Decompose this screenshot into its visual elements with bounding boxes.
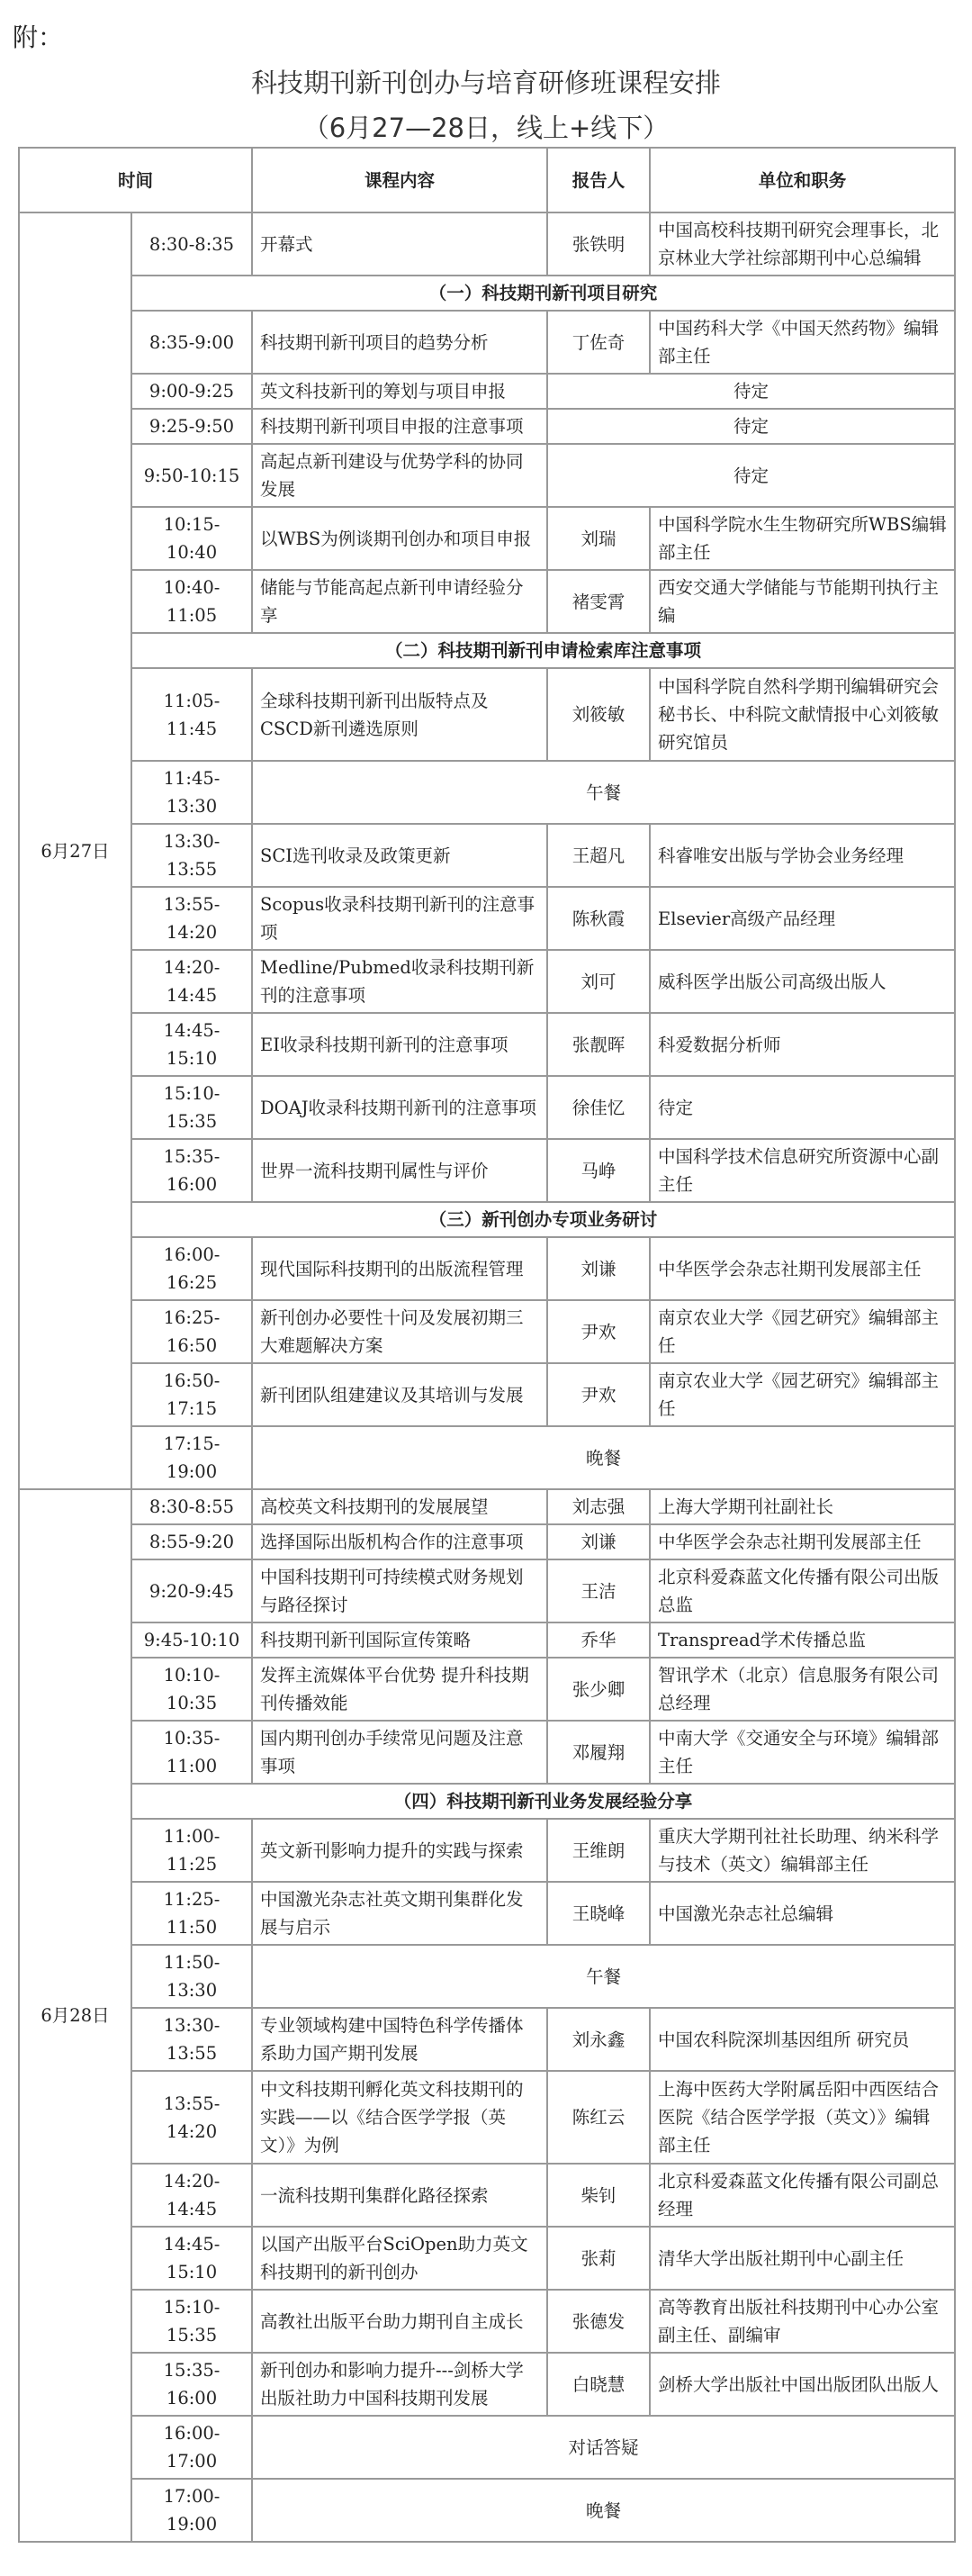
speaker-cell: 张少卿 <box>547 1658 650 1721</box>
time-cell: 16:00-16:25 <box>131 1237 252 1300</box>
session-row <box>19 1237 955 1300</box>
time-cell: 11:45-13:30 <box>131 761 252 824</box>
speaker-cell: 乔华 <box>547 1622 650 1658</box>
speaker-cell: 尹欢 <box>547 1300 650 1363</box>
session-row <box>19 444 955 507</box>
content-cell: 选择国际出版机构合作的注意事项 <box>252 1524 547 1559</box>
content-cell: SCI选刊收录及政策更新 <box>252 824 547 887</box>
speaker-cell: 王超凡 <box>547 824 650 887</box>
session-row <box>19 2290 955 2353</box>
time-cell: 11:00-11:25 <box>131 1819 252 1882</box>
session-row <box>19 2164 955 2227</box>
time-cell: 9:50-10:15 <box>131 444 252 507</box>
break-label: 晚餐 <box>252 1426 955 1489</box>
speaker-cell: 张莉 <box>547 2227 650 2290</box>
speaker-cell: 张铁明 <box>547 212 650 276</box>
org-cell: 科睿唯安出版与学协会业务经理 <box>650 824 955 887</box>
prefix-label: 附： <box>13 23 64 52</box>
time-cell: 10:40-11:05 <box>131 570 252 633</box>
content-cell: 高校英文科技期刊的发展展望 <box>252 1489 547 1524</box>
speaker-cell: 王晓峰 <box>547 1882 650 1945</box>
time-cell: 11:50-13:30 <box>131 1945 252 2008</box>
content-cell: 科技期刊新刊国际宣传策略 <box>252 1622 547 1658</box>
org-cell: 中国激光杂志社总编辑 <box>650 1882 955 1945</box>
org-cell: 中国药科大学《中国天然药物》编辑部主任 <box>650 311 955 374</box>
time-cell: 15:10-15:35 <box>131 2290 252 2353</box>
org-cell: 上海大学期刊社副社长 <box>650 1489 955 1524</box>
header-org: 单位和职务 <box>650 148 955 212</box>
org-cell: 中华医学会杂志社期刊发展部主任 <box>650 1237 955 1300</box>
content-cell: 世界一流科技期刊属性与评价 <box>252 1139 547 1202</box>
time-cell: 17:15-19:00 <box>131 1426 252 1489</box>
session-row <box>19 2071 955 2164</box>
time-cell: 9:20-9:45 <box>131 1559 252 1622</box>
section-row <box>19 633 955 668</box>
content-cell: 新刊创办必要性十问及发展初期三大难题解决方案 <box>252 1300 547 1363</box>
session-row <box>19 1363 955 1426</box>
tbd-label: 待定 <box>547 374 955 409</box>
speaker-cell: 刘谦 <box>547 1524 650 1559</box>
header-content: 课程内容 <box>252 148 547 212</box>
session-row <box>19 570 955 633</box>
speaker-cell: 刘可 <box>547 950 650 1013</box>
content-cell: Scopus收录科技期刊新刊的注意事项 <box>252 887 547 950</box>
time-cell: 13:30-13:55 <box>131 824 252 887</box>
tbd-label: 待定 <box>547 444 955 507</box>
session-row <box>19 824 955 887</box>
content-cell: 以国产出版平台SciOpen助力英文科技期刊的新刊创办 <box>252 2227 547 2290</box>
schedule-table <box>18 147 956 2543</box>
speaker-cell: 王维朗 <box>547 1819 650 1882</box>
section-row <box>19 276 955 311</box>
org-cell: 中国农科院深圳基因组所 研究员 <box>650 2008 955 2071</box>
speaker-cell: 张靓晖 <box>547 1013 650 1076</box>
speaker-cell: 刘永鑫 <box>547 2008 650 2071</box>
session-row <box>19 507 955 570</box>
content-cell: 专业领域构建中国特色科学传播体系助力国产期刊发展 <box>252 2008 547 2071</box>
break-row <box>19 761 955 824</box>
content-cell: DOAJ收录科技期刊新刊的注意事项 <box>252 1076 547 1139</box>
content-cell: 国内期刊创办手续常见问题及注意事项 <box>252 1721 547 1784</box>
speaker-cell: 刘筱敏 <box>547 668 650 761</box>
session-row <box>19 887 955 950</box>
session-row <box>19 1524 955 1559</box>
time-cell: 15:35-16:00 <box>131 1139 252 1202</box>
org-cell: 中国科学技术信息研究所资源中心副主任 <box>650 1139 955 1202</box>
content-cell: 一流科技期刊集群化路径探索 <box>252 2164 547 2227</box>
speaker-cell: 白晓慧 <box>547 2353 650 2416</box>
break-label: 午餐 <box>252 1945 955 2008</box>
schedule-body <box>19 212 955 2542</box>
session-row <box>19 1139 955 1202</box>
tbd-label: 待定 <box>547 409 955 444</box>
page-subtitle: （6月27—28日，线上+线下） <box>302 113 670 143</box>
time-cell: 11:25-11:50 <box>131 1882 252 1945</box>
session-row <box>19 374 955 409</box>
session-row <box>19 1622 955 1658</box>
time-cell: 14:45-15:10 <box>131 2227 252 2290</box>
org-cell: 中南大学《交通安全与环境》编辑部主任 <box>650 1721 955 1784</box>
speaker-cell: 陈秋霞 <box>547 887 650 950</box>
time-cell: 9:45-10:10 <box>131 1622 252 1658</box>
org-cell: 北京科爱森蓝文化传播有限公司出版总监 <box>650 1559 955 1622</box>
time-cell: 11:05-11:45 <box>131 668 252 761</box>
header-row <box>19 148 955 212</box>
section-title: （三）新刊创办专项业务研讨 <box>131 1202 955 1237</box>
speaker-cell: 马峥 <box>547 1139 650 1202</box>
org-cell: 南京农业大学《园艺研究》编辑部主任 <box>650 1363 955 1426</box>
page-title: 科技期刊新刊创办与培育研修班课程安排 <box>250 68 721 98</box>
break-label: 午餐 <box>252 761 955 824</box>
time-cell: 16:50-17:15 <box>131 1363 252 1426</box>
break-label: 晚餐 <box>252 2479 955 2542</box>
date-cell: 6月28日 <box>19 1489 131 2542</box>
org-cell: 中华医学会杂志社期刊发展部主任 <box>650 1524 955 1559</box>
content-cell: 中文科技期刊孵化英文科技期刊的实践——以《结合医学学报（英文）》为例 <box>252 2071 547 2164</box>
content-cell: 现代国际科技期刊的出版流程管理 <box>252 1237 547 1300</box>
org-cell: 西安交通大学储能与节能期刊执行主编 <box>650 570 955 633</box>
time-cell: 8:30-8:55 <box>131 1489 252 1524</box>
session-row <box>19 2227 955 2290</box>
time-cell: 13:55-14:20 <box>131 887 252 950</box>
org-cell: 威科医学出版公司高级出版人 <box>650 950 955 1013</box>
session-row <box>19 1300 955 1363</box>
speaker-cell: 刘瑞 <box>547 507 650 570</box>
time-cell: 10:10-10:35 <box>131 1658 252 1721</box>
org-cell: Elsevier高级产品经理 <box>650 887 955 950</box>
session-row <box>19 1489 955 1524</box>
section-title: （四）科技期刊新刊业务发展经验分享 <box>131 1784 955 1819</box>
content-cell: 发挥主流媒体平台优势 提升科技期刊传播效能 <box>252 1658 547 1721</box>
session-row <box>19 2008 955 2071</box>
org-cell: 中国高校科技期刊研究会理事长，北京林业大学社综部期刊中心总编辑 <box>650 212 955 276</box>
content-cell: 科技期刊新刊项目的趋势分析 <box>252 311 547 374</box>
session-row <box>19 668 955 761</box>
speaker-cell: 刘谦 <box>547 1237 650 1300</box>
time-cell: 14:20-14:45 <box>131 950 252 1013</box>
time-cell: 9:25-9:50 <box>131 409 252 444</box>
speaker-cell: 刘志强 <box>547 1489 650 1524</box>
session-row <box>19 311 955 374</box>
org-cell: 剑桥大学出版社中国出版团队出版人 <box>650 2353 955 2416</box>
content-cell: 高教社出版平台助力期刊自主成长 <box>252 2290 547 2353</box>
content-cell: 全球科技期刊新刊出版特点及CSCD新刊遴选原则 <box>252 668 547 761</box>
org-cell: 高等教育出版社科技期刊中心办公室副主任、副编审 <box>650 2290 955 2353</box>
content-cell: 新刊团队组建建议及其培训与发展 <box>252 1363 547 1426</box>
speaker-cell: 张德发 <box>547 2290 650 2353</box>
section-title: （一）科技期刊新刊项目研究 <box>131 276 955 311</box>
header-speaker: 报告人 <box>547 148 650 212</box>
time-cell: 9:00-9:25 <box>131 374 252 409</box>
content-cell: 新刊创办和影响力提升---剑桥大学出版社助力中国科技期刊发展 <box>252 2353 547 2416</box>
session-row <box>19 1076 955 1139</box>
content-cell: 中国科技期刊可持续模式财务规划与路径探讨 <box>252 1559 547 1622</box>
org-cell: 中国科学院自然科学期刊编辑研究会秘书长、中科院文献情报中心刘筱敏研究馆员 <box>650 668 955 761</box>
break-row <box>19 2479 955 2542</box>
speaker-cell: 邓履翔 <box>547 1721 650 1784</box>
break-row <box>19 2416 955 2479</box>
time-cell: 17:00-19:00 <box>131 2479 252 2542</box>
org-cell: 中国科学院水生生物研究所WBS编辑部主任 <box>650 507 955 570</box>
session-row <box>19 1559 955 1622</box>
time-cell: 15:10-15:35 <box>131 1076 252 1139</box>
break-row <box>19 1426 955 1489</box>
org-cell: 北京科爱森蓝文化传播有限公司副总经理 <box>650 2164 955 2227</box>
speaker-cell: 徐佳忆 <box>547 1076 650 1139</box>
session-row <box>19 212 955 276</box>
org-cell: 重庆大学期刊社社长助理、纳米科学与技术（英文）编辑部主任 <box>650 1819 955 1882</box>
time-cell: 16:00-17:00 <box>131 2416 252 2479</box>
section-title: （二）科技期刊新刊申请检索库注意事项 <box>131 633 955 668</box>
speaker-cell: 尹欢 <box>547 1363 650 1426</box>
break-label: 对话答疑 <box>252 2416 955 2479</box>
session-row <box>19 950 955 1013</box>
session-row <box>19 1819 955 1882</box>
time-cell: 13:55-14:20 <box>131 2071 252 2164</box>
speaker-cell: 陈红云 <box>547 2071 650 2164</box>
content-cell: 英文科技新刊的筹划与项目申报 <box>252 374 547 409</box>
session-row <box>19 1721 955 1784</box>
org-cell: 待定 <box>650 1076 955 1139</box>
section-row <box>19 1784 955 1819</box>
org-cell: 科爱数据分析师 <box>650 1013 955 1076</box>
content-cell: 开幕式 <box>252 212 547 276</box>
org-cell: 清华大学出版社期刊中心副主任 <box>650 2227 955 2290</box>
time-cell: 14:45-15:10 <box>131 1013 252 1076</box>
content-cell: 科技期刊新刊项目申报的注意事项 <box>252 409 547 444</box>
org-cell: 上海中医药大学附属岳阳中西医结合医院《结合医学学报（英文）》编辑部主任 <box>650 2071 955 2164</box>
session-row <box>19 1658 955 1721</box>
speaker-cell: 褚雯霄 <box>547 570 650 633</box>
time-cell: 8:55-9:20 <box>131 1524 252 1559</box>
time-cell: 10:15-10:40 <box>131 507 252 570</box>
time-cell: 8:35-9:00 <box>131 311 252 374</box>
break-row <box>19 1945 955 2008</box>
content-cell: 中国激光杂志社英文期刊集群化发展与启示 <box>252 1882 547 1945</box>
speaker-cell: 王洁 <box>547 1559 650 1622</box>
session-row <box>19 2353 955 2416</box>
time-cell: 16:25-16:50 <box>131 1300 252 1363</box>
time-cell: 10:35-11:00 <box>131 1721 252 1784</box>
time-cell: 8:30-8:35 <box>131 212 252 276</box>
header-time: 时间 <box>19 148 252 212</box>
org-cell: Transpread学术传播总监 <box>650 1622 955 1658</box>
content-cell: 以WBS为例谈期刊创办和项目申报 <box>252 507 547 570</box>
content-cell: 高起点新刊建设与优势学科的协同发展 <box>252 444 547 507</box>
content-cell: 储能与节能高起点新刊申请经验分享 <box>252 570 547 633</box>
content-cell: Medline/Pubmed收录科技期刊新刊的注意事项 <box>252 950 547 1013</box>
org-cell: 南京农业大学《园艺研究》编辑部主任 <box>650 1300 955 1363</box>
time-cell: 15:35-16:00 <box>131 2353 252 2416</box>
date-cell: 6月27日 <box>19 212 131 1489</box>
session-row <box>19 1882 955 1945</box>
session-row <box>19 409 955 444</box>
content-cell: EI收录科技期刊新刊的注意事项 <box>252 1013 547 1076</box>
session-row <box>19 1013 955 1076</box>
time-cell: 14:20-14:45 <box>131 2164 252 2227</box>
speaker-cell: 柴钊 <box>547 2164 650 2227</box>
section-row <box>19 1202 955 1237</box>
content-cell: 英文新刊影响力提升的实践与探索 <box>252 1819 547 1882</box>
org-cell: 智讯学术（北京）信息服务有限公司总经理 <box>650 1658 955 1721</box>
speaker-cell: 丁佐奇 <box>547 311 650 374</box>
time-cell: 13:30-13:55 <box>131 2008 252 2071</box>
